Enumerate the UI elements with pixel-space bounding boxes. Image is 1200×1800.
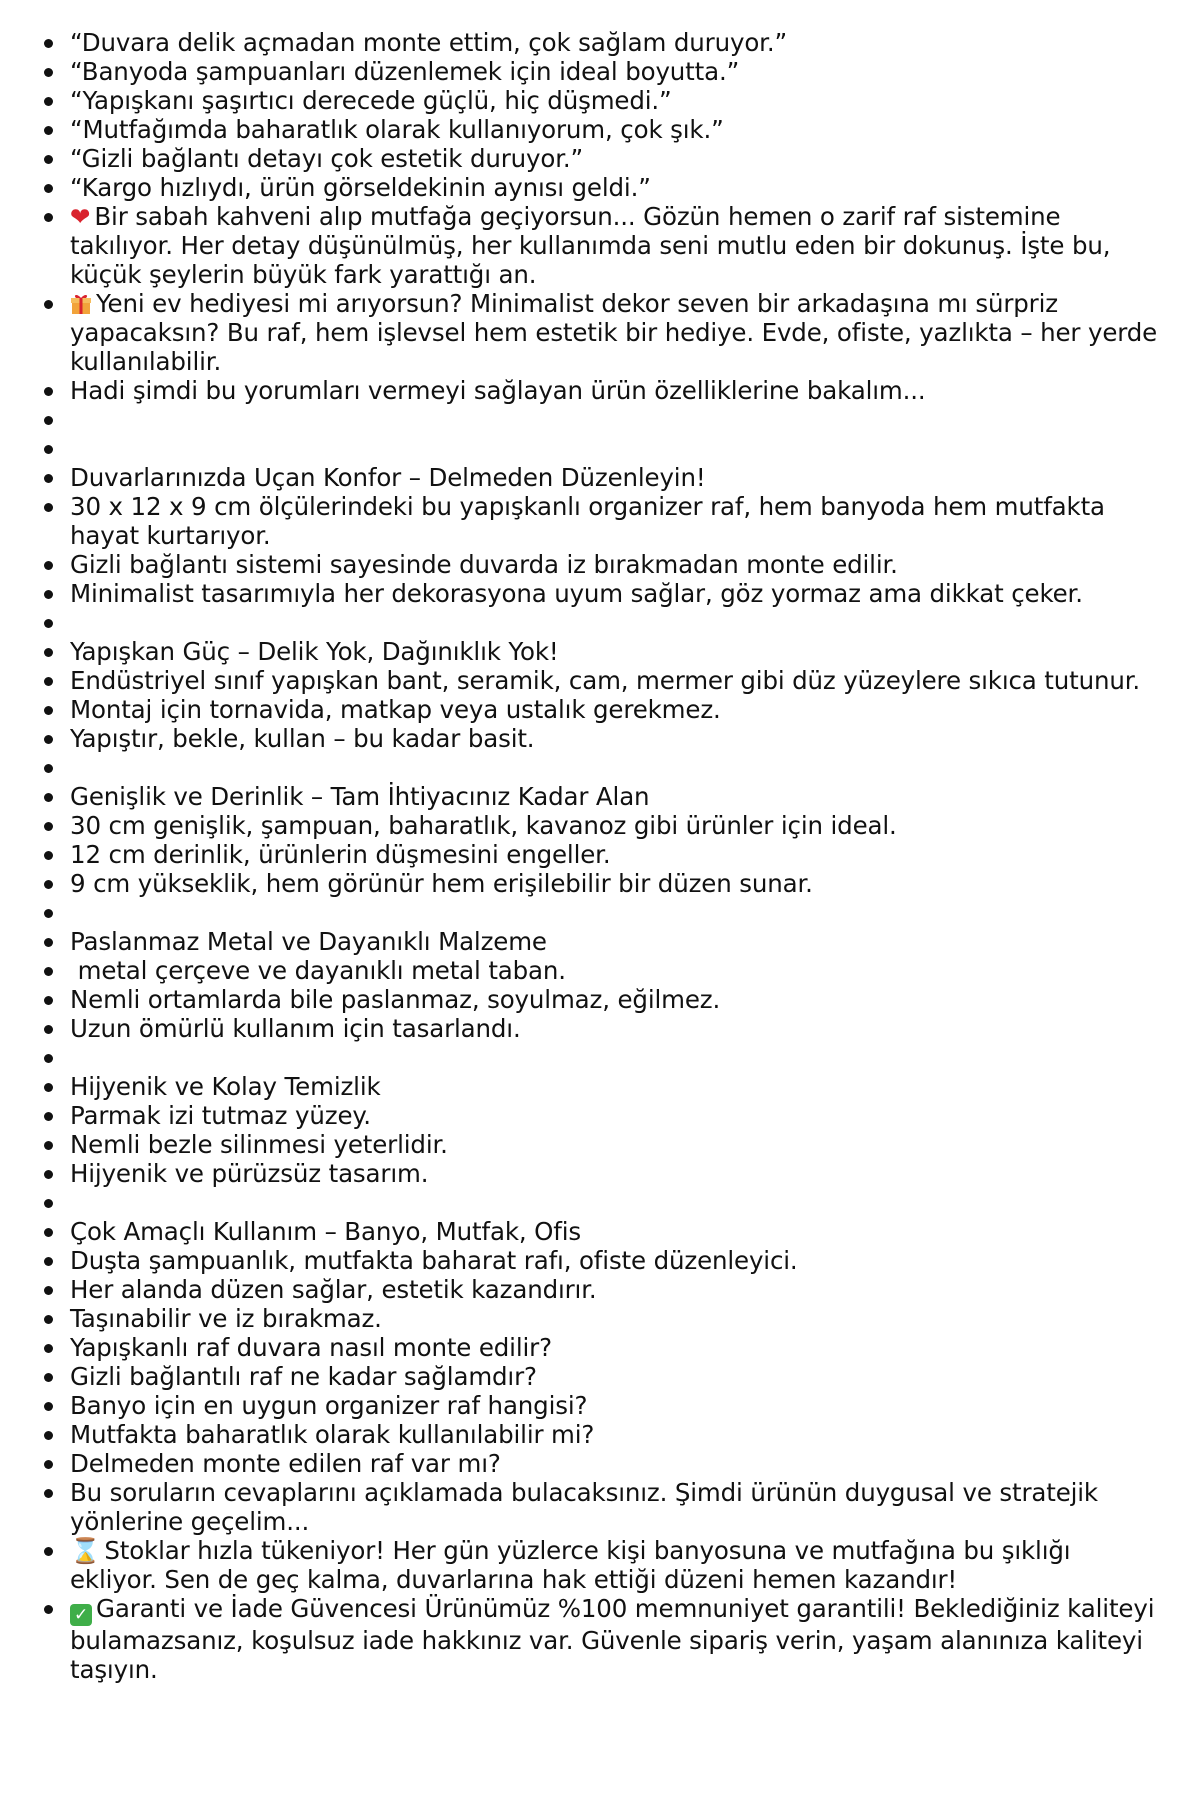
- list-item-text: Nemli bezle silinmesi yeterlidir.: [70, 1130, 448, 1159]
- list-item: [70, 1014, 1160, 1043]
- bullet-list: [70, 28, 1160, 1684]
- list-item-empty: [70, 405, 1160, 434]
- list-item-text: Banyo için en uygun organizer raf hangisi?: [70, 1391, 588, 1420]
- list-item: [70, 782, 1160, 811]
- list-item-text: Yapışkan Güç – Delik Yok, Dağınıklık Yok!: [70, 637, 559, 666]
- list-item-text: Nemli ortamlarda bile paslanmaz, soyulmaz, eğilmez.: [70, 985, 721, 1014]
- list-item: [70, 1275, 1160, 1304]
- list-item: [70, 550, 1160, 579]
- list-item: [70, 28, 1160, 57]
- list-item-text: “Gizli bağlantı detayı çok estetik duruyor.”: [70, 144, 584, 173]
- list-item-empty: [70, 434, 1160, 463]
- list-item-text: 30 cm genişlik, şampuan, baharatlık, kavanoz gibi ürünler için ideal.: [70, 811, 897, 840]
- list-item-text: Garanti ve İade Güvencesi Ürünümüz %100 memnuniyet garantili! Beklediğiniz kaliteyi bulamazsanız, koşulsuz iade hakkınız var. Güvenle sipariş verin, yaşam alanınıza kaliteyi taşıyın.: [70, 1594, 1155, 1684]
- list-item-text: “Yapışkanı şaşırtıcı derecede güçlü, hiç düşmedi.”: [70, 86, 672, 115]
- list-item: [70, 492, 1160, 550]
- list-item: [70, 1391, 1160, 1420]
- list-item: [70, 144, 1160, 173]
- list-item-empty: [70, 1188, 1160, 1217]
- list-item-text: Delmeden monte edilen raf var mı?: [70, 1449, 501, 1478]
- list-item-text: Endüstriyel sınıf yapışkan bant, seramik, cam, mermer gibi düz yüzeylere sıkıca tutunur.: [70, 666, 1141, 695]
- list-item-text: Yeni ev hediyesi mi arıyorsun? Minimalist dekor seven bir arkadaşına mı sürpriz yapacaksın? Bu raf, hem işlevsel hem estetik bir hediye. Evde, ofiste, yazlıkta – her yerde kullanılabilir.: [70, 289, 1158, 376]
- list-item: [70, 956, 1160, 985]
- list-item-text: Yapıştır, bekle, kullan – bu kadar basit.: [70, 724, 535, 753]
- list-item-empty: [70, 1043, 1160, 1072]
- list-item: [70, 637, 1160, 666]
- list-item-empty: [70, 898, 1160, 927]
- list-item-text: Yapışkanlı raf duvara nasıl monte edilir?: [70, 1333, 552, 1362]
- list-item-text: Çok Amaçlı Kullanım – Banyo, Mutfak, Ofis: [70, 1217, 582, 1246]
- list-item-text: Gizli bağlantılı raf ne kadar sağlamdır?: [70, 1362, 537, 1391]
- list-item: [70, 376, 1160, 405]
- list-item: [70, 1101, 1160, 1130]
- list-item-empty: [70, 753, 1160, 782]
- list-item: [70, 57, 1160, 86]
- list-item-text: Mutfakta baharatlık olarak kullanılabilir mi?: [70, 1420, 595, 1449]
- list-item: [70, 927, 1160, 956]
- list-item-text: “Banyoda şampuanları düzenlemek için ideal boyutta.”: [70, 57, 740, 86]
- list-item: [70, 289, 1160, 376]
- list-item-text: Duvarlarınızda Uçan Konfor – Delmeden Düzenleyin!: [70, 463, 706, 492]
- list-item-text: Bu soruların cevaplarını açıklamada bulacaksınız. Şimdi ürünün duygusal ve stratejik yönlerine geçelim...: [70, 1478, 1098, 1536]
- gift-icon: [70, 292, 92, 314]
- list-item-text: Hijyenik ve Kolay Temizlik: [70, 1072, 381, 1101]
- list-item-text: Uzun ömürlü kullanım için tasarlandı.: [70, 1014, 521, 1043]
- list-item: [70, 666, 1160, 695]
- list-item: [70, 985, 1160, 1014]
- list-item: [70, 86, 1160, 115]
- list-item-text: Bir sabah kahveni alıp mutfağa geçiyorsun... Gözün hemen o zarif raf sistemine takılıyor. Her detay düşünülmüş, her kullanımda seni mutlu eden bir dokunuş. İşte bu, küçük şeylerin büyük fark yarattığı an.: [70, 202, 1111, 289]
- list-item-text: Duşta şampuanlık, mutfakta baharat rafı, ofiste düzenleyici.: [70, 1246, 798, 1275]
- list-item: [70, 173, 1160, 202]
- list-item-text: Minimalist tasarımıyla her dekorasyona uyum sağlar, göz yormaz ama dikkat çeker.: [70, 579, 1083, 608]
- list-item-text: “Duvara delik açmadan monte ettim, çok sağlam duruyor.”: [70, 28, 788, 57]
- list-item: [70, 1594, 1160, 1684]
- list-item: [70, 1362, 1160, 1391]
- list-item-text: Taşınabilir ve iz bırakmaz.: [70, 1304, 382, 1333]
- list-item: [70, 1536, 1160, 1594]
- list-item: [70, 463, 1160, 492]
- list-item: [70, 1217, 1160, 1246]
- list-item-text: Gizli bağlantı sistemi sayesinde duvarda iz bırakmadan monte edilir.: [70, 550, 898, 579]
- check-mark-icon: ✓: [70, 1604, 92, 1626]
- list-item-text: Montaj için tornavida, matkap veya ustalık gerekmez.: [70, 695, 721, 724]
- list-item-text: Her alanda düzen sağlar, estetik kazandırır.: [70, 1275, 597, 1304]
- list-item-text: 9 cm yükseklik, hem görünür hem erişilebilir bir düzen sunar.: [70, 869, 813, 898]
- list-item-text: metal çerçeve ve dayanıklı metal taban.: [70, 956, 566, 985]
- list-item: [70, 840, 1160, 869]
- list-item-text: Paslanmaz Metal ve Dayanıklı Malzeme: [70, 927, 547, 956]
- list-item-text: Genişlik ve Derinlik – Tam İhtiyacınız Kadar Alan: [70, 782, 650, 811]
- list-item: [70, 695, 1160, 724]
- list-item: [70, 811, 1160, 840]
- list-item: [70, 1246, 1160, 1275]
- list-item-text: Hadi şimdi bu yorumları vermeyi sağlayan ürün özelliklerine bakalım...: [70, 376, 926, 405]
- list-item: [70, 724, 1160, 753]
- list-item: [70, 1420, 1160, 1449]
- list-item: [70, 1449, 1160, 1478]
- hourglass-icon: ⌛: [70, 1536, 101, 1565]
- list-item-text: Parmak izi tutmaz yüzey.: [70, 1101, 371, 1130]
- list-item: [70, 1159, 1160, 1188]
- list-item: [70, 202, 1160, 289]
- list-item: [70, 1304, 1160, 1333]
- list-item: [70, 115, 1160, 144]
- list-item: [70, 1478, 1160, 1536]
- list-item-empty: [70, 608, 1160, 637]
- list-item: [70, 1072, 1160, 1101]
- list-item-text: 12 cm derinlik, ürünlerin düşmesini engeller.: [70, 840, 611, 869]
- heart-icon: ❤: [70, 202, 91, 231]
- list-item: [70, 1130, 1160, 1159]
- list-item-text: “Kargo hızlıydı, ürün görseldekinin aynısı geldi.”: [70, 173, 651, 202]
- list-item: [70, 869, 1160, 898]
- list-item-text: 30 x 12 x 9 cm ölçülerindeki bu yapışkanlı organizer raf, hem banyoda hem mutfakta hayat kurtarıyor.: [70, 492, 1105, 550]
- list-item-text: Stoklar hızla tükeniyor! Her gün yüzlerce kişi banyosuna ve mutfağına bu şıklığı ekliyor. Sen de geç kalma, duvarlarına hak ettiği düzeni hemen kazandır!: [70, 1536, 1071, 1594]
- list-item-text: “Mutfağımda baharatlık olarak kullanıyorum, çok şık.”: [70, 115, 724, 144]
- list-item-text: Hijyenik ve pürüzsüz tasarım.: [70, 1159, 429, 1188]
- list-item: [70, 579, 1160, 608]
- list-item: [70, 1333, 1160, 1362]
